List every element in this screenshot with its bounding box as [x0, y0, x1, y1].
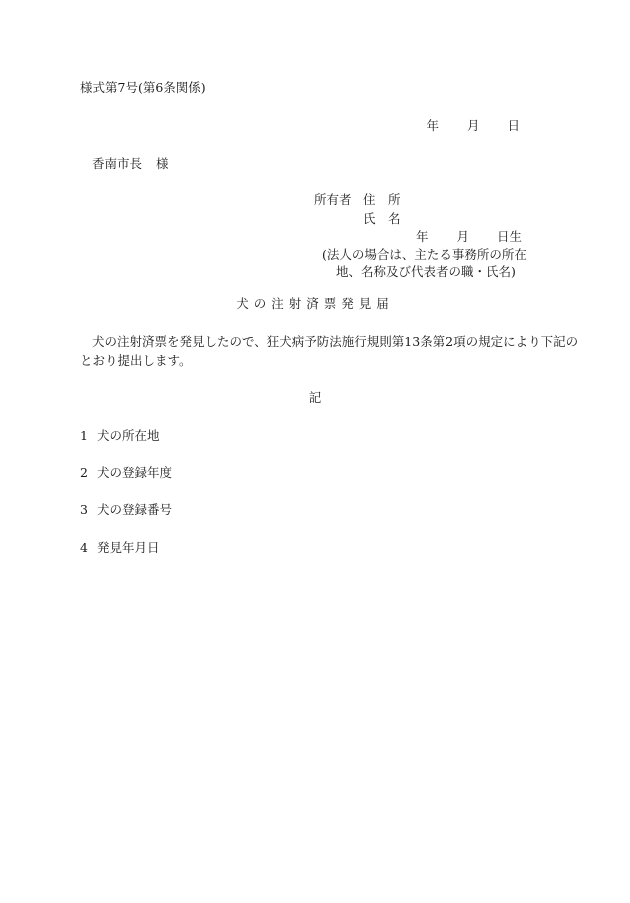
birth-day-label: 日生: [496, 229, 522, 244]
corporate-note-line-2: 地、名称及び代表者の職・氏名): [336, 264, 516, 279]
list-item-number: 4: [80, 540, 88, 555]
ki-heading: 記: [308, 390, 322, 405]
date-month-label: 月: [466, 118, 480, 133]
addressee: [92, 158, 169, 171]
form-number: 様式第7号(第6条関係): [80, 80, 206, 95]
list-item-label: 犬の登録年度: [97, 465, 173, 480]
addressee-honorific: 様: [156, 156, 169, 171]
list-item-label: 発見年月日: [97, 540, 160, 555]
submission-date-line: [426, 120, 520, 133]
body-text-line-1: 犬の注射済票を発見したので、狂犬病予防法施行規則第13条第2項の規定により下記の: [92, 334, 579, 349]
owner-birthdate-line: [416, 231, 522, 244]
addressee-name: 香南市長: [92, 156, 143, 171]
document-title: 犬の注射済票発見届: [236, 296, 394, 311]
list-item-number: 1: [80, 428, 88, 443]
birth-year-label: 年: [415, 229, 429, 244]
date-year-label: 年: [426, 118, 439, 133]
owner-name-label: 氏 名: [363, 211, 401, 226]
list-item: [80, 542, 160, 555]
list-item-label: 犬の登録番号: [97, 502, 173, 517]
body-text-line-2: とおり提出します。: [80, 353, 192, 368]
list-item-label: 犬の所在地: [97, 428, 160, 443]
list-item: [80, 430, 160, 443]
date-day-label: 日: [507, 118, 520, 133]
corporate-note-line-1: (法人の場合は、主たる事務所の所在: [322, 247, 527, 262]
owner-label: 所有者: [314, 192, 352, 207]
owner-address-label: 住 所: [363, 192, 401, 207]
list-item: [80, 504, 172, 517]
birth-month-label: 月: [456, 229, 469, 244]
list-item: [80, 467, 172, 480]
list-item-number: 3: [80, 502, 88, 517]
list-item-number: 2: [80, 465, 88, 480]
